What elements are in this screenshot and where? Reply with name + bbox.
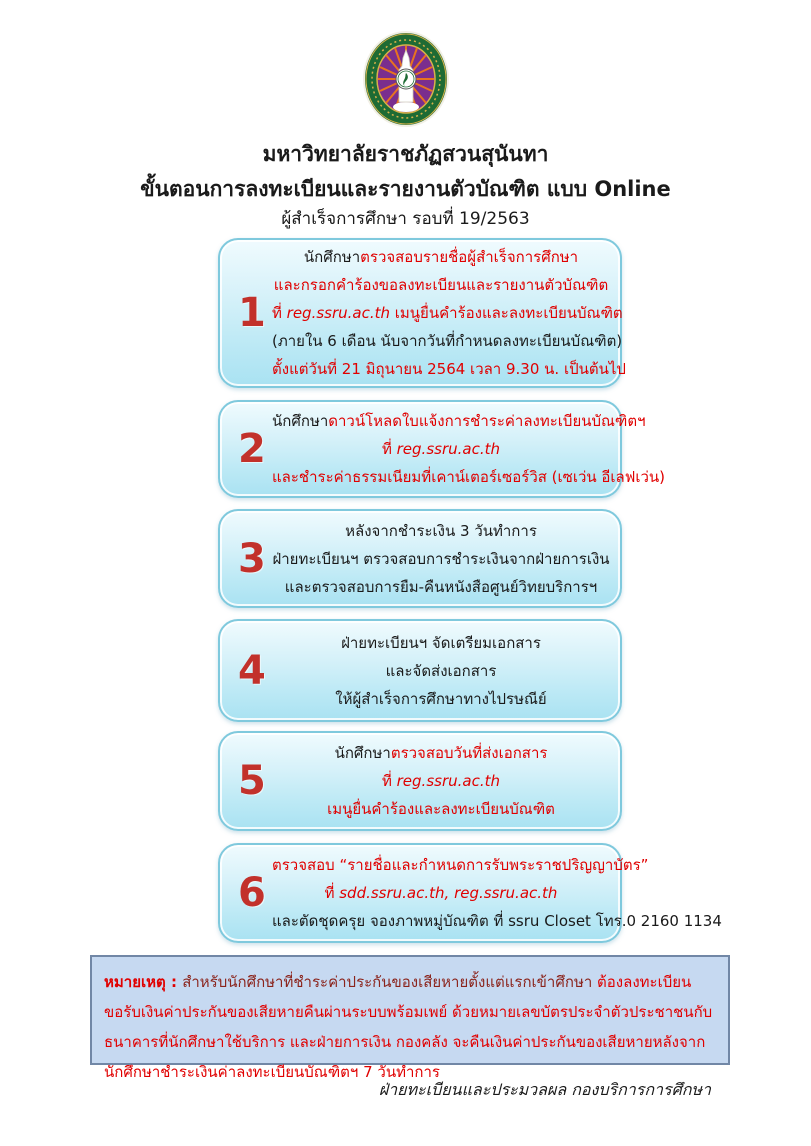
step-line (272, 271, 610, 299)
step-text-lines (272, 402, 666, 496)
step-box-5 (218, 731, 622, 831)
text-segment: นักศึกษา (272, 412, 329, 430)
text-segment: หมายเหตุ : (104, 973, 183, 991)
text-segment: หลังจากชำระเงิน 3 วันทำการ (345, 521, 537, 540)
text-segment: และจัดส่งเอกสาร (385, 661, 497, 680)
step-number: 1 (238, 290, 266, 336)
text-segment: reg.ssru.ac.th (396, 440, 500, 458)
text-segment: sdd.ssru.ac.th, reg.ssru.ac.th (339, 884, 558, 902)
text-segment: ดาวน์โหลดใบแจ้งการชำระค่าลงทะเบียนบัณฑิตฯ (328, 412, 646, 430)
step-line (272, 879, 610, 907)
text-segment: (ภายใน 6 เดือน นับจากวันที่กำหนดลงทะเบียนบัณฑิต) (272, 332, 623, 350)
step-line (272, 327, 623, 355)
step-number: 6 (238, 870, 266, 916)
note-box (90, 955, 730, 1081)
logo-container (0, 30, 811, 128)
step-line (272, 685, 610, 713)
step-box-1 (218, 238, 626, 388)
step-line (272, 407, 646, 435)
step-number: 5 (238, 758, 266, 804)
step-line (272, 517, 610, 545)
university-seal-icon (362, 30, 450, 128)
step-number: 4 (238, 647, 266, 694)
step-text-lines (272, 845, 722, 941)
step-line (272, 907, 722, 935)
step-line (272, 435, 610, 463)
step-text-lines (272, 733, 610, 829)
step-line (272, 463, 666, 491)
step-box-3 (218, 509, 622, 608)
text-segment: นักศึกษา (334, 744, 391, 762)
text-segment: ฝ่ายทะเบียนฯ ตรวจสอบการชำระเงินจากฝ่ายการเงิน (272, 549, 610, 568)
step-line (272, 657, 610, 685)
footer-department: ฝ่ายทะเบียนและประมวลผล กองบริการการศึกษา (378, 1080, 711, 1099)
text-segment: ที่ (272, 304, 287, 322)
text-segment: ตรวจสอบรายชื่อผู้สำเร็จการศึกษา (360, 248, 579, 266)
university-name: มหาวิทยาลัยราชภัฏสวนสุนันทา (262, 142, 549, 166)
text-segment: ตั้งแต่วันที่ 21 มิถุนายน 2564 เวลา 9.30 น. เป็นต้นไป (272, 360, 626, 378)
step-line (272, 629, 610, 657)
step-text-lines (272, 621, 610, 720)
text-segment: สำหรับนักศึกษาที่ชำระค่าประกันของเสียหายตั้งแต่แรกเข้าศึกษา (182, 973, 598, 991)
text-segment: ที่ (381, 772, 397, 790)
text-segment: เมนูยื่นคำร้องและลงทะเบียนบัณฑิต (390, 304, 623, 322)
text-segment: เมนูยื่นคำร้องและลงทะเบียนบัณฑิต (327, 800, 555, 818)
step-box-6 (218, 843, 722, 943)
step-line (272, 299, 623, 327)
page-title: ขั้นตอนการลงทะเบียนและรายงานตัวบัณฑิต แบบ Online (140, 177, 671, 201)
text-segment: ให้ผู้สำเร็จการศึกษาทางไปรษณีย์ (335, 689, 547, 708)
step-line (272, 573, 610, 601)
text-segment: นักศึกษา (303, 248, 361, 266)
step-text-lines (272, 240, 626, 386)
step-number: 2 (238, 426, 266, 472)
text-segment: และชำระค่าธรรมเนียมที่เคาน์เตอร์เซอร์วิส (เซเว่น อีเลฟเว่น) (272, 468, 666, 486)
text-segment: ต้องลงทะเบียนขอรับเงินค่าประกันของเสียหายคืนผ่านระบบพร้อมเพย์ ด้วยหมายเลขบัตรประจำตัวประชาชนกับธนาคารที่นักศึกษาใช้บริการ และฝ่ายการเงิน กองคลัง จะคืนเงินค่าประกันของเสียหายหลังจากนักศึกษาชำระเงินค่าลงทะเบียนบัณฑิตฯ 7 วันทำการ (104, 973, 713, 1081)
page-subtitle: ผู้สำเร็จการศึกษา รอบที่ 19/2563 (281, 209, 530, 229)
text-segment: และตัดชุดครุย จองภาพหมู่บัณฑิต ที่ ssru Closet โทร.0 2160 1134 (272, 912, 722, 930)
step-box-2 (218, 400, 666, 498)
step-line (272, 795, 610, 823)
step-line (272, 545, 610, 573)
text-segment: และตรวจสอบการยืม-คืนหนังสือศูนย์วิทยบริการฯ (284, 577, 598, 596)
text-segment: และกรอกคำร้องขอลงทะเบียนและรายงานตัวบัณฑิต (273, 276, 609, 294)
step-line (272, 851, 649, 879)
text-segment: ที่ (324, 884, 340, 902)
text-segment: ตรวจสอบ “รายชื่อและกำหนดการรับพระราชปริญญาบัตร” (272, 856, 649, 874)
text-segment: reg.ssru.ac.th (286, 304, 391, 322)
text-segment: ที่ (381, 440, 397, 458)
step-text-lines (272, 511, 610, 606)
step-number: 3 (238, 535, 266, 582)
text-segment: ฝ่ายทะเบียนฯ จัดเตรียมเอกสาร (341, 633, 541, 652)
step-box-4 (218, 619, 622, 722)
step-line (272, 739, 610, 767)
step-line (272, 243, 610, 271)
text-segment: reg.ssru.ac.th (396, 772, 500, 790)
step-line (272, 355, 626, 383)
step-line (272, 767, 610, 795)
text-segment: ตรวจสอบวันที่ส่งเอกสาร (390, 744, 548, 762)
